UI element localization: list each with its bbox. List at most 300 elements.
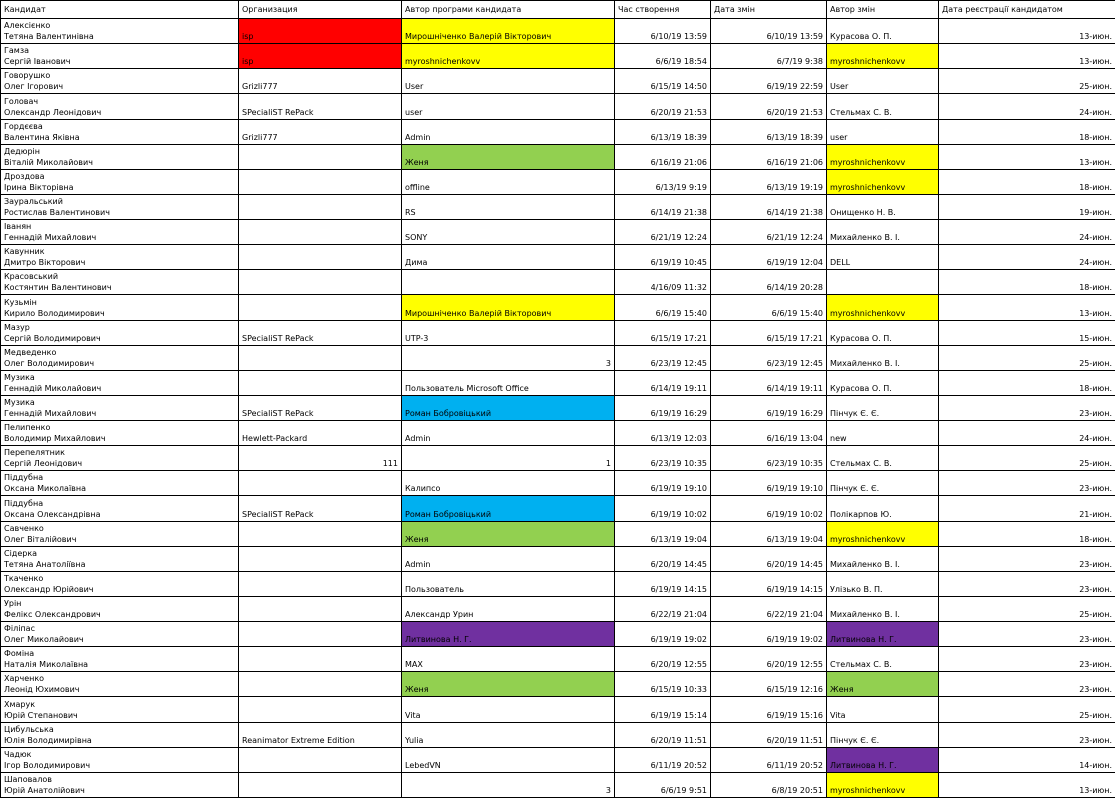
modified-date-cell[interactable]: 6/15/19 17:21 — [711, 320, 827, 345]
candidate-surname: Красовський — [4, 272, 59, 282]
candidate-surname: Мазур — [4, 322, 30, 332]
modified-by-cell[interactable]: Стельмах С. В. — [827, 647, 939, 672]
header-row — [1, 1, 1115, 19]
program-author-cell[interactable]: Мирошніченко Валерій Вікторович — [402, 295, 615, 320]
registration-date-cell[interactable]: 25-июн. — [939, 69, 1115, 94]
registration-date-cell[interactable]: 25-июн. — [939, 446, 1115, 471]
created-time-cell[interactable]: 6/14/19 21:38 — [615, 194, 711, 219]
candidate-surname: Алексієнко — [4, 21, 51, 31]
candidate-cell[interactable] — [1, 119, 239, 144]
table-row — [1, 44, 1115, 69]
modified-date-cell[interactable]: 6/19/19 10:02 — [711, 496, 827, 521]
candidate-cell[interactable] — [1, 169, 239, 194]
table-row — [1, 747, 1115, 772]
candidate-surname: Медведенко — [4, 347, 57, 357]
candidate-cell[interactable] — [1, 446, 239, 471]
modified-date-cell[interactable]: 6/11/19 20:52 — [711, 747, 827, 772]
table-row — [1, 320, 1115, 345]
candidate-cell[interactable] — [1, 697, 239, 722]
organization-cell[interactable]: Hewlett-Packard — [239, 421, 402, 446]
registration-date-cell[interactable]: 23-июн. — [939, 471, 1115, 496]
program-author-cell[interactable]: Дима — [402, 245, 615, 270]
table-body — [1, 19, 1115, 798]
table-row — [1, 395, 1115, 420]
program-author-cell[interactable]: Мирошніченко Валерій Вікторович — [402, 19, 615, 44]
program-author-cell[interactable]: Роман Бобровіцький — [402, 496, 615, 521]
modified-by-cell[interactable]: Улізько В. П. — [827, 571, 939, 596]
candidate-surname: Філіпас — [4, 624, 35, 634]
organization-cell[interactable]: Grizli777 — [239, 69, 402, 94]
modified-by-cell[interactable]: Михайленко В. І. — [827, 546, 939, 571]
candidate-given-names: Оксана Миколаївна — [4, 484, 87, 494]
modified-date-cell[interactable]: 6/23/19 12:45 — [711, 345, 827, 370]
candidate-given-names: Ірина Вікторівна — [4, 182, 74, 192]
candidate-surname: Цибульська — [4, 724, 54, 734]
candidate-surname: Кузьмін — [4, 297, 37, 307]
candidate-given-names: Дмитро Вікторович — [4, 258, 86, 268]
candidate-surname: Пелипенко — [4, 423, 51, 433]
modified-by-cell[interactable]: Михайленко В. І. — [827, 220, 939, 245]
candidate-given-names: Олег Ігорович — [4, 82, 64, 92]
organization-cell[interactable]: isp — [239, 44, 402, 69]
candidate-given-names: Юлія Володимирівна — [4, 735, 92, 745]
program-author-cell[interactable]: myroshnichenkovv — [402, 44, 615, 69]
header-organization[interactable]: Организация — [239, 1, 402, 19]
candidate-surname: Музика — [4, 372, 35, 382]
organization-cell[interactable] — [239, 596, 402, 621]
organization-cell[interactable]: Reanimator Extreme Edition — [239, 722, 402, 747]
candidate-cell[interactable] — [1, 772, 239, 797]
registration-date-cell[interactable]: 23-июн. — [939, 546, 1115, 571]
organization-cell[interactable] — [239, 270, 402, 295]
modified-by-cell[interactable] — [827, 270, 939, 295]
candidate-cell[interactable] — [1, 295, 239, 320]
modified-date-cell[interactable]: 6/8/19 20:51 — [711, 772, 827, 797]
organization-cell[interactable] — [239, 647, 402, 672]
candidate-cell[interactable] — [1, 747, 239, 772]
candidate-cell[interactable] — [1, 546, 239, 571]
modified-by-cell[interactable]: DELL — [827, 245, 939, 270]
registration-date-cell[interactable]: 13-июн. — [939, 19, 1115, 44]
candidate-cell[interactable] — [1, 496, 239, 521]
program-author-cell[interactable] — [402, 270, 615, 295]
program-author-cell[interactable]: 3 — [402, 772, 615, 797]
header-modified-date[interactable]: Дата змін — [711, 1, 827, 19]
program-author-cell[interactable]: MAX — [402, 647, 615, 672]
table-row — [1, 144, 1115, 169]
modified-date-cell[interactable]: 6/20/19 14:45 — [711, 546, 827, 571]
modified-date-cell[interactable]: 6/16/19 13:04 — [711, 421, 827, 446]
candidate-surname: Іванян — [4, 222, 32, 232]
modified-date-cell[interactable]: 6/19/19 12:04 — [711, 245, 827, 270]
created-time-cell[interactable]: 6/23/19 10:35 — [615, 446, 711, 471]
created-time-cell[interactable]: 6/19/19 10:02 — [615, 496, 711, 521]
candidate-surname: Ткаченко — [4, 573, 44, 583]
modified-by-cell[interactable]: User — [827, 69, 939, 94]
registration-date-cell[interactable]: 23-июн. — [939, 622, 1115, 647]
candidate-cell[interactable] — [1, 471, 239, 496]
candidate-cell[interactable] — [1, 345, 239, 370]
organization-cell[interactable] — [239, 345, 402, 370]
header-modified-by[interactable]: Автор змін — [827, 1, 939, 19]
registration-date-cell[interactable]: 18-июн. — [939, 270, 1115, 295]
created-time-cell[interactable]: 6/19/19 14:15 — [615, 571, 711, 596]
modified-by-cell[interactable]: myroshnichenkovv — [827, 169, 939, 194]
candidate-cell[interactable] — [1, 320, 239, 345]
organization-cell[interactable] — [239, 220, 402, 245]
candidate-cell[interactable] — [1, 722, 239, 747]
created-time-cell[interactable]: 6/21/19 12:24 — [615, 220, 711, 245]
modified-by-cell[interactable]: Онищенко Н. В. — [827, 194, 939, 219]
created-time-cell[interactable]: 6/22/19 21:04 — [615, 596, 711, 621]
table-row — [1, 345, 1115, 370]
candidate-surname: Гордєєва — [4, 121, 43, 131]
organization-cell[interactable] — [239, 772, 402, 797]
candidate-surname: Головач — [4, 96, 39, 106]
program-author-cell[interactable]: LebedVN — [402, 747, 615, 772]
modified-date-cell[interactable]: 6/20/19 21:53 — [711, 94, 827, 119]
modified-by-cell[interactable]: Пінчук Є. Є. — [827, 395, 939, 420]
modified-date-cell[interactable]: 6/7/19 9:38 — [711, 44, 827, 69]
registration-date-cell[interactable]: 14-июн. — [939, 747, 1115, 772]
registration-date-cell[interactable]: 23-июн. — [939, 672, 1115, 697]
registration-date-cell[interactable]: 21-июн. — [939, 496, 1115, 521]
modified-date-cell[interactable]: 6/19/19 19:10 — [711, 471, 827, 496]
organization-cell[interactable] — [239, 370, 402, 395]
candidate-given-names: Леонід Юхимович — [4, 685, 80, 695]
candidate-surname: Шаповалов — [4, 775, 52, 784]
table-row — [1, 647, 1115, 672]
modified-by-cell[interactable]: Литвинова Н. Г. — [827, 622, 939, 647]
candidate-cell[interactable] — [1, 245, 239, 270]
candidate-cell[interactable] — [1, 421, 239, 446]
modified-by-cell[interactable]: Женя — [827, 672, 939, 697]
program-author-cell[interactable]: SONY — [402, 220, 615, 245]
program-author-cell[interactable]: User — [402, 69, 615, 94]
registration-date-cell[interactable]: 23-июн. — [939, 722, 1115, 747]
modified-date-cell[interactable]: 6/13/19 18:39 — [711, 119, 827, 144]
modified-date-cell[interactable]: 6/20/19 11:51 — [711, 722, 827, 747]
candidate-given-names: Віталій Миколайович — [4, 157, 93, 167]
modified-by-cell[interactable]: Курасова О. П. — [827, 320, 939, 345]
modified-date-cell[interactable]: 6/13/19 19:04 — [711, 521, 827, 546]
organization-cell[interactable] — [239, 747, 402, 772]
program-author-cell[interactable]: Vita — [402, 697, 615, 722]
table-row — [1, 722, 1115, 747]
candidate-cell[interactable] — [1, 521, 239, 546]
organization-cell[interactable] — [239, 144, 402, 169]
program-author-cell[interactable]: Женя — [402, 144, 615, 169]
organization-cell[interactable] — [239, 295, 402, 320]
candidate-given-names: Олександр Юрійович — [4, 584, 94, 594]
candidate-given-names: Кирило Володимирович — [4, 308, 105, 318]
table-row — [1, 295, 1115, 320]
registration-date-cell[interactable]: 25-июн. — [939, 345, 1115, 370]
candidate-cell[interactable] — [1, 270, 239, 295]
modified-date-cell[interactable]: 6/16/19 21:06 — [711, 144, 827, 169]
table-row — [1, 546, 1115, 571]
candidate-cell[interactable] — [1, 647, 239, 672]
table-row — [1, 119, 1115, 144]
registration-date-cell[interactable]: 18-июн. — [939, 521, 1115, 546]
modified-by-cell[interactable]: Михайленко В. І. — [827, 596, 939, 621]
modified-date-cell[interactable]: 6/19/19 16:29 — [711, 395, 827, 420]
modified-date-cell[interactable]: 6/19/19 19:02 — [711, 622, 827, 647]
modified-by-cell[interactable]: Литвинова Н. Г. — [827, 747, 939, 772]
modified-by-cell[interactable]: Vita — [827, 697, 939, 722]
header-created-time[interactable]: Час створення — [615, 1, 711, 19]
candidate-given-names: Олександр Леонідович — [4, 107, 102, 117]
modified-date-cell[interactable]: 6/14/19 20:28 — [711, 270, 827, 295]
candidate-surname: Перепелятник — [4, 448, 65, 458]
created-time-cell[interactable]: 6/6/19 18:54 — [615, 44, 711, 69]
program-author-cell[interactable]: Admin — [402, 546, 615, 571]
modified-date-cell[interactable]: 6/13/19 19:19 — [711, 169, 827, 194]
candidate-surname: Дедюрін — [4, 146, 40, 156]
candidate-given-names: Ростислав Валентинович — [4, 208, 110, 217]
program-author-cell[interactable]: Admin — [402, 119, 615, 144]
candidate-cell[interactable] — [1, 94, 239, 119]
candidate-given-names: Юрій Степанович — [4, 710, 78, 720]
program-author-cell[interactable]: Роман Бобровіцький — [402, 395, 615, 420]
modified-date-cell[interactable]: 6/19/19 14:15 — [711, 571, 827, 596]
modified-by-cell[interactable]: myroshnichenkovv — [827, 772, 939, 797]
candidate-cell[interactable] — [1, 220, 239, 245]
modified-by-cell[interactable]: user — [827, 119, 939, 144]
modified-by-cell[interactable]: Пінчук Є. Є. — [827, 471, 939, 496]
program-author-cell[interactable]: offline — [402, 169, 615, 194]
created-time-cell[interactable]: 6/19/19 15:14 — [615, 697, 711, 722]
organization-cell[interactable]: Grizli777 — [239, 119, 402, 144]
candidate-given-names: Олег Володимирович — [4, 358, 95, 368]
registration-date-cell[interactable]: 13-июн. — [939, 295, 1115, 320]
candidate-given-names: Наталія Миколаївна — [4, 660, 89, 670]
organization-cell[interactable] — [239, 697, 402, 722]
candidate-surname: Фоміна — [4, 649, 35, 659]
table-row — [1, 194, 1115, 219]
created-time-cell[interactable]: 4/16/09 11:32 — [615, 270, 711, 295]
program-author-cell[interactable]: Пользователь Microsoft Office — [402, 370, 615, 395]
registration-date-cell[interactable]: 18-июн. — [939, 169, 1115, 194]
modified-by-cell[interactable]: Курасова О. П. — [827, 370, 939, 395]
organization-cell[interactable] — [239, 169, 402, 194]
created-time-cell[interactable]: 6/20/19 11:51 — [615, 722, 711, 747]
created-time-cell[interactable]: 6/23/19 12:45 — [615, 345, 711, 370]
candidate-given-names: Оксана Олександрівна — [4, 509, 101, 519]
candidate-surname: Гамза — [4, 46, 29, 56]
candidate-given-names: Олег Миколайович — [4, 635, 84, 645]
modified-date-cell[interactable]: 6/15/19 12:16 — [711, 672, 827, 697]
modified-date-cell[interactable]: 6/19/19 22:59 — [711, 69, 827, 94]
candidate-cell[interactable] — [1, 194, 239, 219]
candidate-given-names: Ігор Володимирович — [4, 760, 91, 770]
candidate-given-names: Геннадій Михайлович — [4, 233, 97, 243]
modified-by-cell[interactable]: Стельмах С. В. — [827, 94, 939, 119]
organization-cell[interactable]: 111 — [239, 446, 402, 471]
program-author-cell[interactable]: Женя — [402, 672, 615, 697]
modified-date-cell[interactable]: 6/14/19 19:11 — [711, 370, 827, 395]
candidate-given-names: Сергій Володимирович — [4, 333, 101, 343]
organization-cell[interactable]: SPecialiST RePack — [239, 320, 402, 345]
program-author-cell[interactable]: Александр Урин — [402, 596, 615, 621]
created-time-cell[interactable]: 6/13/19 18:39 — [615, 119, 711, 144]
table-row — [1, 471, 1115, 496]
created-time-cell[interactable]: 6/6/19 9:51 — [615, 772, 711, 797]
modified-by-cell[interactable]: new — [827, 421, 939, 446]
modified-date-cell[interactable]: 6/23/19 10:35 — [711, 446, 827, 471]
candidate-cell[interactable] — [1, 370, 239, 395]
table-row — [1, 69, 1115, 94]
modified-by-cell[interactable]: myroshnichenkovv — [827, 295, 939, 320]
created-time-cell[interactable]: 6/15/19 10:33 — [615, 672, 711, 697]
program-author-cell[interactable]: Женя — [402, 521, 615, 546]
created-time-cell[interactable]: 6/14/19 19:11 — [615, 370, 711, 395]
modified-date-cell[interactable]: 6/14/19 21:38 — [711, 194, 827, 219]
created-time-cell[interactable]: 6/20/19 21:53 — [615, 94, 711, 119]
modified-by-cell[interactable]: myroshnichenkovv — [827, 144, 939, 169]
program-author-cell[interactable]: Admin — [402, 421, 615, 446]
registration-date-cell[interactable]: 24-июн. — [939, 220, 1115, 245]
table-row — [1, 245, 1115, 270]
created-time-cell[interactable]: 6/13/19 9:19 — [615, 169, 711, 194]
organization-cell[interactable]: SPecialiST RePack — [239, 94, 402, 119]
registration-date-cell[interactable]: 24-июн. — [939, 94, 1115, 119]
candidate-surname: Сідерка — [4, 548, 38, 558]
organization-cell[interactable]: SPecialiST RePack — [239, 496, 402, 521]
candidate-given-names: Геннадій Миколайович — [4, 383, 102, 393]
table-row — [1, 697, 1115, 722]
candidate-surname: Говорушко — [4, 71, 51, 81]
created-time-cell[interactable]: 6/19/19 16:29 — [615, 395, 711, 420]
table-row — [1, 446, 1115, 471]
candidate-cell[interactable] — [1, 44, 239, 69]
created-time-cell[interactable]: 6/19/19 10:45 — [615, 245, 711, 270]
candidate-cell[interactable] — [1, 69, 239, 94]
candidate-surname: Чадюк — [4, 749, 32, 759]
program-author-cell[interactable]: Пользователь — [402, 571, 615, 596]
header-program-author[interactable]: Автор програми кандидата — [402, 1, 615, 19]
registration-date-cell[interactable]: 23-июн. — [939, 395, 1115, 420]
header-registration-date[interactable]: Дата реєстрації кандидатом — [939, 1, 1115, 19]
registration-date-cell[interactable]: 24-июн. — [939, 421, 1115, 446]
registration-date-cell[interactable]: 25-июн. — [939, 697, 1115, 722]
header-row-group — [1, 1, 1115, 19]
created-time-cell[interactable]: 6/16/19 21:06 — [615, 144, 711, 169]
modified-date-cell[interactable]: 6/6/19 15:40 — [711, 295, 827, 320]
program-author-cell[interactable]: 3 — [402, 345, 615, 370]
modified-date-cell[interactable]: 6/10/19 13:59 — [711, 19, 827, 44]
organization-cell[interactable] — [239, 194, 402, 219]
created-time-cell[interactable]: 6/19/19 19:02 — [615, 622, 711, 647]
organization-cell[interactable] — [239, 546, 402, 571]
candidate-given-names: Володимир Михайлович — [4, 434, 106, 444]
organization-cell[interactable] — [239, 245, 402, 270]
created-time-cell[interactable]: 6/6/19 15:40 — [615, 295, 711, 320]
registration-date-cell[interactable]: 18-июн. — [939, 370, 1115, 395]
created-time-cell[interactable]: 6/20/19 12:55 — [615, 647, 711, 672]
header-candidate[interactable]: Кандидат — [1, 1, 239, 19]
program-author-cell[interactable]: Калипсо — [402, 471, 615, 496]
created-time-cell[interactable]: 6/10/19 13:59 — [615, 19, 711, 44]
program-author-cell[interactable]: Yulia — [402, 722, 615, 747]
modified-by-cell[interactable]: myroshnichenkovv — [827, 44, 939, 69]
candidate-cell[interactable] — [1, 144, 239, 169]
created-time-cell[interactable]: 6/11/19 20:52 — [615, 747, 711, 772]
table-row — [1, 571, 1115, 596]
modified-by-cell[interactable]: Стельмах С. В. — [827, 446, 939, 471]
created-time-cell[interactable]: 6/13/19 19:04 — [615, 521, 711, 546]
organization-cell[interactable] — [239, 471, 402, 496]
candidate-cell[interactable] — [1, 672, 239, 697]
created-time-cell[interactable]: 6/15/19 17:21 — [615, 320, 711, 345]
candidate-given-names: Фелікс Олександрович — [4, 610, 101, 619]
candidate-cell[interactable] — [1, 571, 239, 596]
created-time-cell[interactable]: 6/13/19 12:03 — [615, 421, 711, 446]
modified-by-cell[interactable]: Курасова О. П. — [827, 19, 939, 44]
registration-date-cell[interactable]: 24-июн. — [939, 245, 1115, 270]
candidate-given-names: Сергій Іванович — [4, 57, 71, 67]
registration-date-cell[interactable]: 23-июн. — [939, 647, 1115, 672]
organization-cell[interactable] — [239, 622, 402, 647]
organization-cell[interactable] — [239, 672, 402, 697]
candidate-cell[interactable] — [1, 596, 239, 621]
registration-date-cell[interactable]: 13-июн. — [939, 144, 1115, 169]
program-author-cell[interactable]: RS — [402, 194, 615, 219]
program-author-cell[interactable]: Литвинова Н. Г. — [402, 622, 615, 647]
candidate-cell[interactable] — [1, 622, 239, 647]
modified-date-cell[interactable]: 6/19/19 15:16 — [711, 697, 827, 722]
candidate-surname: Зауральський — [4, 197, 63, 206]
registration-date-cell[interactable]: 25-июн. — [939, 596, 1115, 621]
created-time-cell[interactable]: 6/19/19 19:10 — [615, 471, 711, 496]
modified-date-cell[interactable]: 6/21/19 12:24 — [711, 220, 827, 245]
modified-by-cell[interactable]: Михайленко В. І. — [827, 345, 939, 370]
candidate-given-names: Геннадій Михайлович — [4, 409, 97, 418]
candidate-given-names: Юрій Анатолійович — [4, 786, 85, 795]
registration-date-cell[interactable]: 23-июн. — [939, 571, 1115, 596]
organization-cell[interactable]: SPecialiST RePack — [239, 395, 402, 420]
organization-cell[interactable] — [239, 521, 402, 546]
registration-date-cell[interactable]: 13-июн. — [939, 44, 1115, 69]
registration-date-cell[interactable]: 19-июн. — [939, 194, 1115, 219]
organization-cell[interactable] — [239, 571, 402, 596]
program-author-cell[interactable]: UTP-3 — [402, 320, 615, 345]
candidate-surname: Піддубна — [4, 473, 44, 483]
registration-date-cell[interactable]: 15-июн. — [939, 320, 1115, 345]
table-row — [1, 521, 1115, 546]
table-row — [1, 672, 1115, 697]
created-time-cell[interactable]: 6/20/19 14:45 — [615, 546, 711, 571]
candidate-cell[interactable] — [1, 395, 239, 420]
created-time-cell[interactable]: 6/15/19 14:50 — [615, 69, 711, 94]
organization-cell[interactable]: isp — [239, 19, 402, 44]
table-row — [1, 270, 1115, 295]
candidate-given-names: Сергій Леонідович — [4, 459, 83, 469]
modified-by-cell[interactable]: Пінчук Є. Є. — [827, 722, 939, 747]
modified-date-cell[interactable]: 6/20/19 12:55 — [711, 647, 827, 672]
candidate-given-names: Валентина Яківна — [4, 132, 80, 142]
candidate-surname: Харченко — [4, 674, 45, 684]
table-row — [1, 622, 1115, 647]
registration-date-cell[interactable]: 13-июн. — [939, 772, 1115, 797]
candidate-cell[interactable] — [1, 19, 239, 44]
modified-date-cell[interactable]: 6/22/19 21:04 — [711, 596, 827, 621]
modified-by-cell[interactable]: Полікарпов Ю. — [827, 496, 939, 521]
program-author-cell[interactable]: 1 — [402, 446, 615, 471]
registration-date-cell[interactable]: 18-июн. — [939, 119, 1115, 144]
program-author-cell[interactable]: user — [402, 94, 615, 119]
modified-by-cell[interactable]: myroshnichenkovv — [827, 521, 939, 546]
